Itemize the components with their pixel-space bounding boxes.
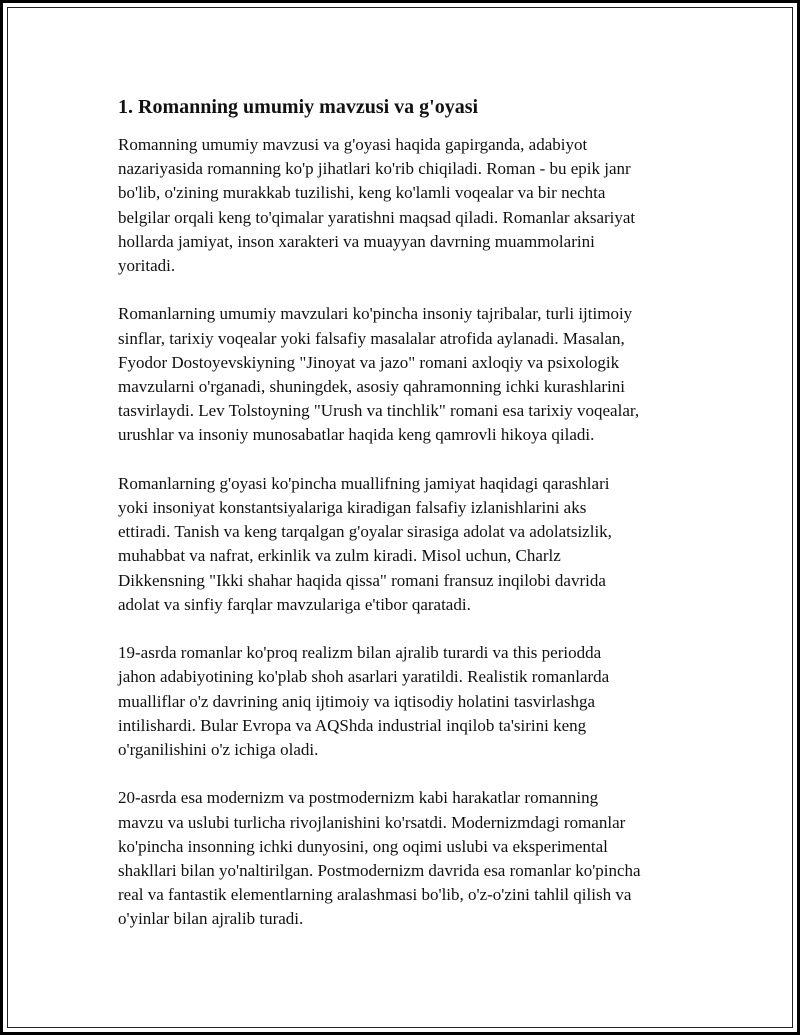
paragraph-line: sinflar, tarixiy voqealar yoki falsafiy masalalar atrofida aylanadi. Masalan, xyxy=(118,328,625,348)
paragraph xyxy=(118,133,708,278)
paragraph-line: real va fantastik elementlarning aralashmasi bo'lib, o'z-o'zini tahlil qilish va xyxy=(118,885,632,905)
paragraph xyxy=(118,472,708,617)
paragraph-line: jahon adabiyotining ko'plab shoh asarlari yaratildi. Realistik romanlarda xyxy=(118,667,610,687)
paragraph-line: 20-asrda esa modernizm va postmodernizm kabi harakatlar romanning xyxy=(118,788,599,808)
paragraph-line: 19-asrda romanlar ko'proq realizm bilan ajralib turardi va this periodda xyxy=(118,643,602,663)
paragraph-line: Romanlarning g'oyasi ko'pincha muallifning jamiyat haqidagi qarashlari xyxy=(118,473,610,493)
paragraph-line: Fyodor Dostoyevskiyning "Jinoyat va jazo" romani axloqiy va psixologik xyxy=(118,352,620,372)
paragraph-line: o'rganilishini o'z ichiga oladi. xyxy=(118,740,319,760)
paragraph-list xyxy=(118,133,708,932)
paragraph-line: adolat va sinfiy farqlar mavzulariga e'tibor qaratadi. xyxy=(118,594,471,614)
paragraph-line: ko'pincha insonning ichki dunyosini, ong oqimi uslubi va eksperimental xyxy=(118,836,608,856)
paragraph-line: Romanlarning umumiy mavzulari ko'pincha insoniy tajribalar, turli ijtimoiy xyxy=(118,304,633,324)
paragraph-line: muhabbat va nafrat, erkinlik va zulm kiradi. Misol uchun, Charlz xyxy=(118,546,561,566)
document-body xyxy=(118,95,708,956)
paragraph-line: o'yinlar bilan ajralib turadi. xyxy=(118,909,304,929)
paragraph-line: intilishardi. Bular Evropa va AQShda industrial inqilob ta'sirini keng xyxy=(118,715,587,735)
paragraph-line: mavzu va uslubi turlicha rivojlanishini ko'rsatdi. Modernizmdagi romanlar xyxy=(118,812,626,832)
paragraph-line: bo'lib, o'zining murakkab tuzilishi, keng ko'lamli voqealar va bir nechta xyxy=(118,183,606,203)
paragraph xyxy=(118,786,708,931)
paragraph xyxy=(118,641,708,762)
paragraph-line: shakllari bilan yo'naltirilgan. Postmodernizm davrida esa romanlar ko'pincha xyxy=(118,861,641,881)
paragraph-line: belgilar orqali keng to'qimalar yaratishni maqsad qiladi. Romanlar aksariyat xyxy=(118,207,636,227)
paragraph-line: Romanning umumiy mavzusi va g'oyasi haqida gapirganda, adabiyot xyxy=(118,135,588,154)
section-heading: 1. Romanning umumiy mavzusi va g'oyasi xyxy=(118,96,479,118)
paragraph xyxy=(118,302,708,447)
paragraph-line: urushlar va insoniy munosabatlar haqida keng qamrovli hikoya qiladi. xyxy=(118,425,595,445)
paragraph-line: hollarda jamiyat, inson xarakteri va muayyan davrning muammolarini xyxy=(118,231,595,251)
paragraph-line: mualliflar o'z davrining aniq ijtimoiy va iqtisodiy holatini tasvirlashga xyxy=(118,691,596,711)
paragraph-line: yoki insoniyat konstantsiyalariga kiradigan falsafiy izlanishlarini aks xyxy=(118,498,587,518)
paragraph-line: tasvirlaydi. Lev Tolstoyning "Urush va tinchlik" romani esa tarixiy voqealar, xyxy=(118,401,640,421)
paragraph-line: yoritadi. xyxy=(118,256,176,276)
paragraph-line: Dikkensning "Ikki shahar haqida qissa" romani fransuz inqilobi davrida xyxy=(118,570,606,590)
paragraph-line: nazariyasida romanning ko'p jihatlari ko'rib chiqiladi. Roman - bu epik janr xyxy=(118,159,631,179)
paragraph-line: mavzularni o'rganadi, shuningdek, asosiy qahramonning ichki kurashlarini xyxy=(118,377,625,397)
paragraph-line: ettiradi. Tanish va keng tarqalgan g'oyalar sirasiga adolat va adolatsizlik, xyxy=(118,522,612,542)
